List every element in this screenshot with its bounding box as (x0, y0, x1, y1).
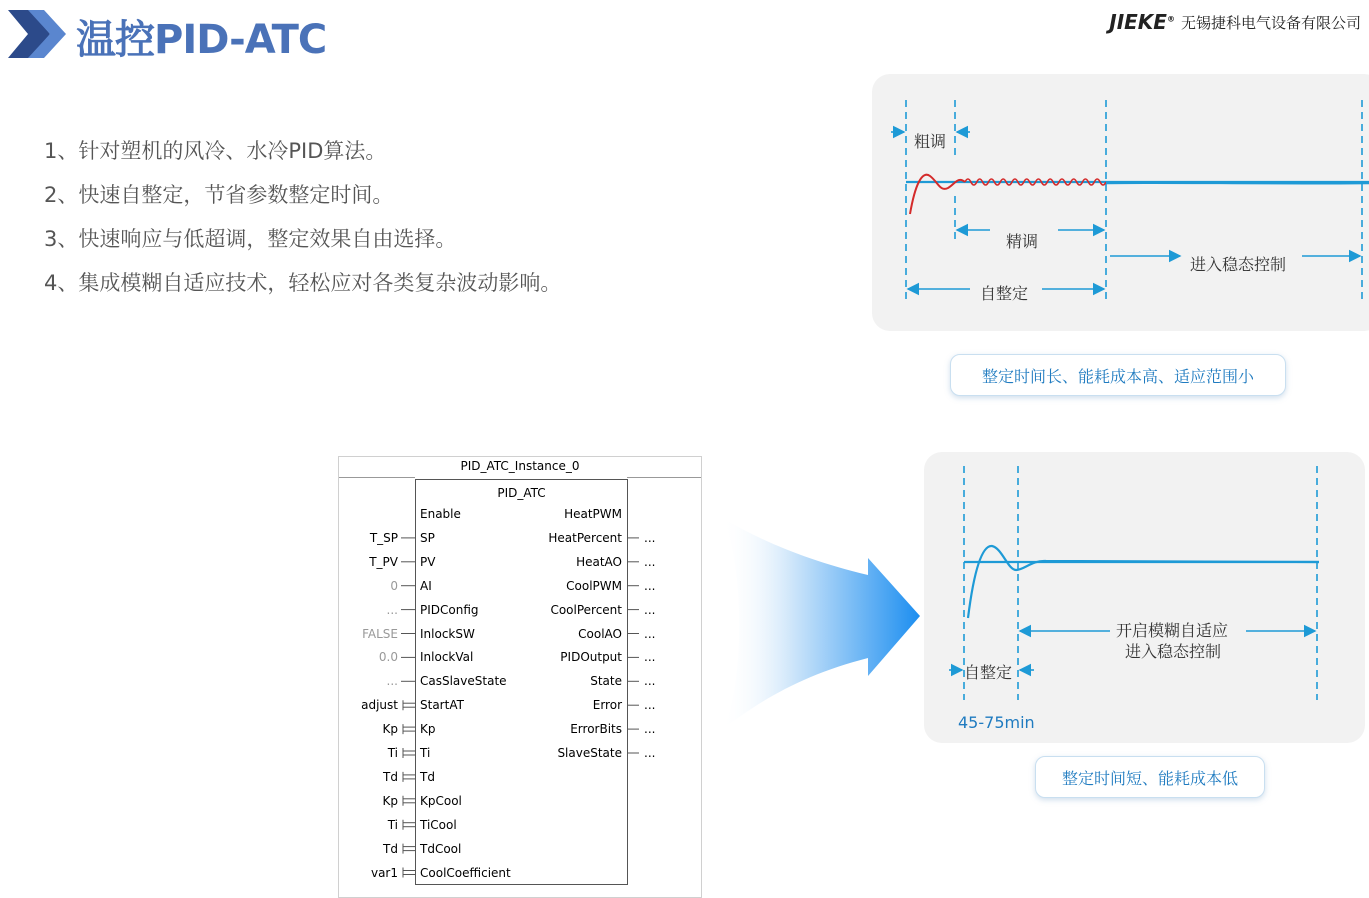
fb-output-var: ... (644, 746, 656, 760)
fb-output-pin: PIDOutput (560, 650, 622, 665)
label-fuzzy-steady: 进入稳态控制 (1125, 642, 1222, 661)
fb-input-pin: CasSlaveState (420, 674, 507, 689)
brand-name: 无锡捷科电气设备有限公司 (1180, 13, 1361, 32)
fb-type-name: PID_ATC (497, 486, 546, 500)
fb-input-var: Td (383, 769, 398, 784)
label-autotune: 自整定 (980, 284, 1029, 303)
fb-input-var: FALSE (362, 626, 398, 641)
fb-input-pin: InlockSW (420, 626, 475, 641)
page-title: 温控PID-ATC (76, 17, 327, 63)
conventional-caption: 整定时间长、能耗成本高、适应范围小 (950, 354, 1286, 396)
fb-output-pin: HeatPWM (564, 507, 622, 521)
fb-output-var: ... (644, 530, 656, 545)
fb-input-pin: KpCool (420, 793, 462, 808)
fuzzy-tuning-panel (924, 452, 1365, 743)
fb-output-pin: State (590, 674, 622, 689)
label-fuzzy-adaptive: 开启模糊自适应 (1116, 621, 1229, 640)
fb-input-var: Ti (387, 746, 398, 760)
fb-output-var: ... (644, 650, 656, 665)
label-steady: 进入稳态控制 (1190, 255, 1287, 274)
fb-input-var: var1 (370, 865, 398, 880)
fb-input-var: T_SP (369, 530, 398, 545)
feature-item: 1、针对塑机的风冷、水冷PID算法。 (44, 139, 387, 163)
fb-input-pin: CoolCoefficient (420, 865, 511, 880)
fb-output-pin: SlaveState (557, 746, 622, 760)
fb-output-var: ... (644, 626, 656, 641)
fb-input-pin: Ti (420, 746, 431, 760)
fb-output-pin: Error (592, 698, 622, 713)
time-range: 45-75min (958, 713, 1035, 732)
fb-input-pin: Enable (420, 507, 461, 521)
fb-input-var: Td (383, 841, 398, 856)
fb-output-pin: CoolPWM (566, 578, 622, 593)
fb-output-pin: HeatAO (576, 554, 622, 569)
function-block (338, 456, 702, 898)
fb-output-pin: CoolPercent (550, 602, 622, 617)
fb-input-var: 0.0 (378, 650, 398, 665)
fb-input-pin: InlockVal (420, 650, 474, 665)
fb-input-var: Kp (382, 793, 398, 808)
fb-output-pin: HeatPercent (548, 530, 622, 545)
fb-input-pin: TiCool (420, 817, 457, 832)
fuzzy-caption: 整定时间短、能耗成本低 (1035, 756, 1265, 798)
fb-input-pin: PIDConfig (420, 602, 479, 617)
fb-output-var: ... (644, 698, 656, 713)
fb-input-pin: AI (420, 578, 432, 593)
feature-item: 4、集成模糊自适应技术，轻松应对各类复杂波动影响。 (44, 271, 562, 295)
fb-input-var: Kp (382, 722, 398, 737)
fb-output-var: ... (644, 674, 656, 689)
fb-input-var: T_PV (369, 554, 398, 569)
brand-logo: JIEKE® (1109, 10, 1175, 34)
fb-input-pin: PV (420, 554, 436, 569)
label-fine: 精调 (1006, 232, 1039, 251)
fb-input-var: adjust (361, 698, 398, 713)
label-autotune-short: 自整定 (964, 663, 1013, 682)
fb-instance-name: PID_ATC_Instance_0 (460, 459, 580, 473)
label-coarse: 粗调 (914, 132, 947, 151)
feature-item: 3、快速响应与低超调，整定效果自由选择。 (44, 227, 457, 251)
title-arrow-icon (8, 10, 68, 58)
fb-input-var: ... (386, 674, 398, 689)
fb-input-pin: Td (420, 769, 435, 784)
conventional-tuning-panel (872, 74, 1369, 331)
fb-input-var: Ti (387, 817, 398, 832)
fb-output-pin: CoolAO (578, 626, 622, 641)
fb-output-var: ... (644, 602, 656, 617)
feature-list (44, 136, 561, 312)
fb-input-var: ... (386, 602, 398, 617)
fb-output-var: ... (644, 578, 656, 593)
fb-output-pin: ErrorBits (570, 722, 622, 737)
feature-item: 2、快速自整定，节省参数整定时间。 (44, 183, 394, 207)
fb-input-pin: Kp (420, 722, 436, 737)
fb-input-pin: TdCool (420, 841, 462, 856)
fb-output-var: ... (644, 722, 656, 737)
fb-output-var: ... (644, 554, 656, 569)
fb-input-pin: StartAT (420, 698, 464, 713)
fb-input-var: 0 (390, 578, 398, 593)
fb-input-pin: SP (420, 530, 435, 545)
brand (1109, 10, 1361, 34)
